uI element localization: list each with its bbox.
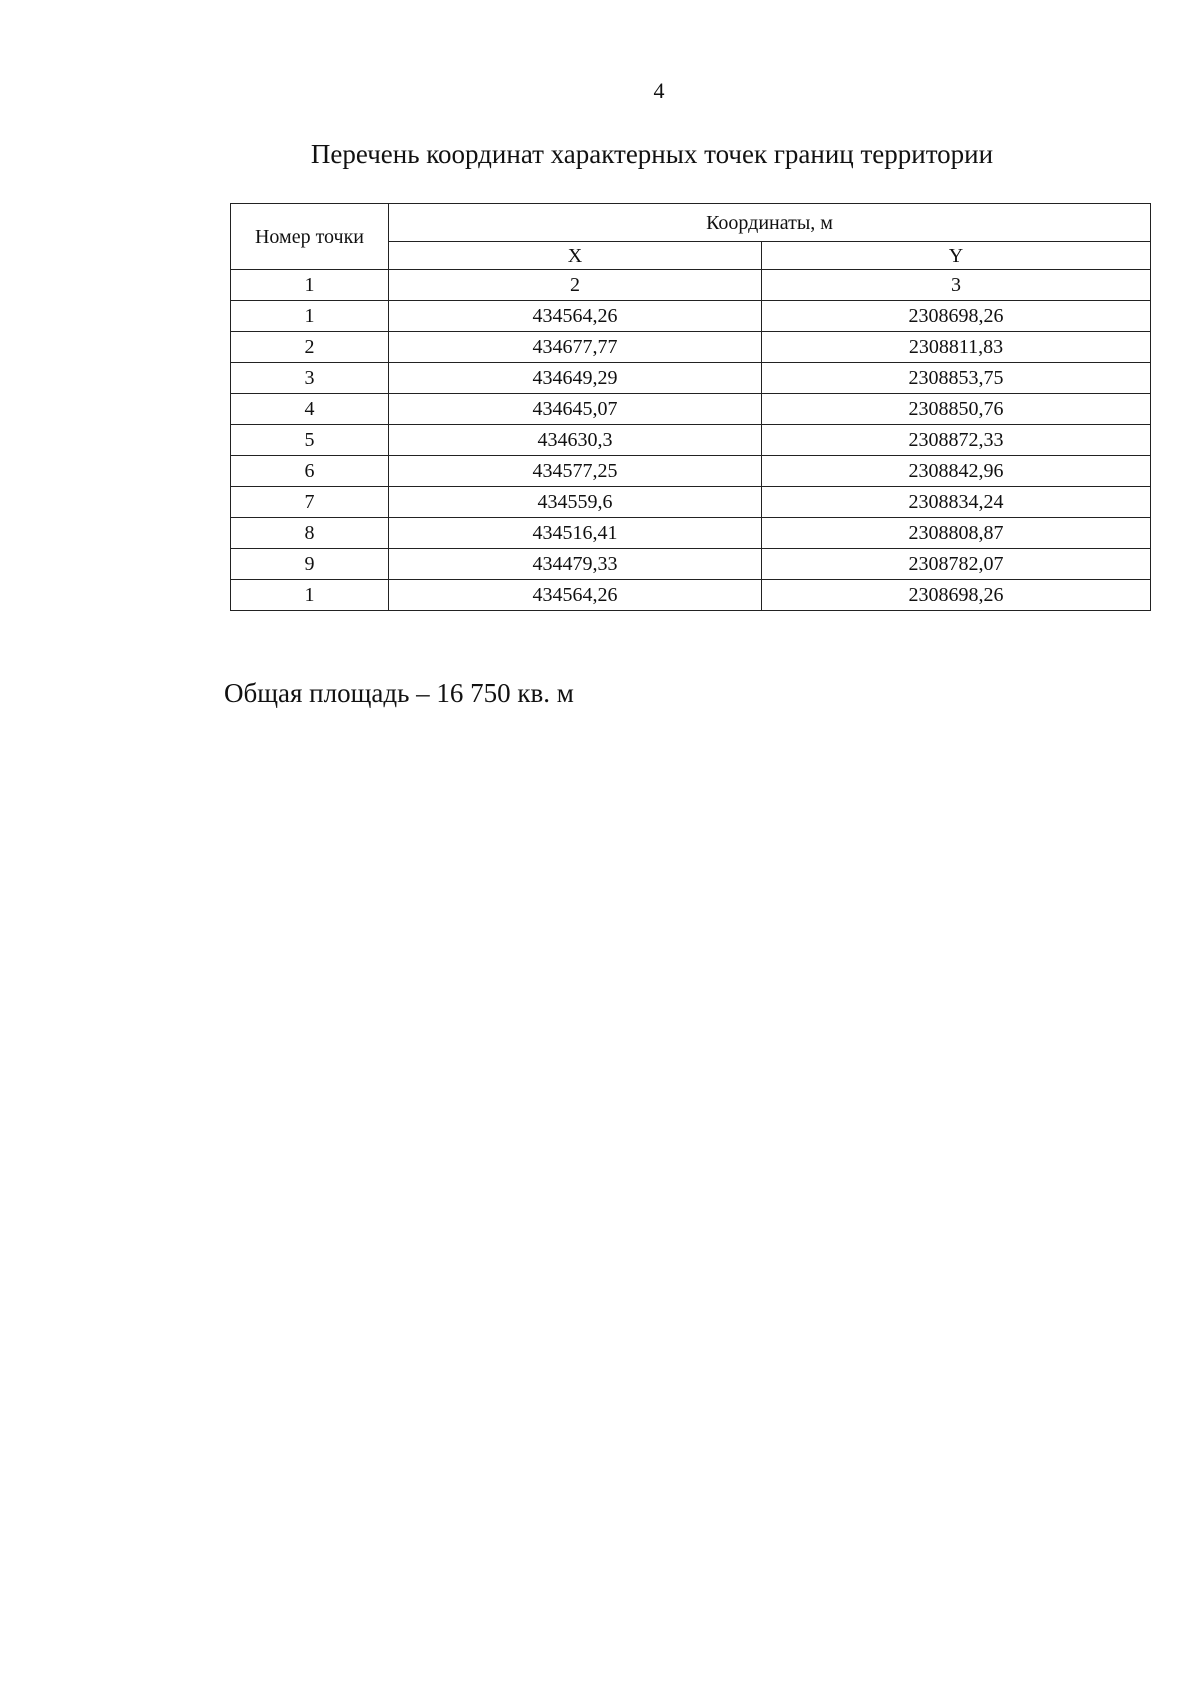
- cell-y: 2308811,83: [762, 332, 1151, 363]
- cell-point: 8: [231, 518, 389, 549]
- cell-point: 4: [231, 394, 389, 425]
- cell-point: 5: [231, 425, 389, 456]
- page-number: 4: [653, 78, 665, 103]
- table-row: [231, 425, 1151, 456]
- header-point-number: Номер точки: [231, 204, 389, 270]
- cell-y: 2308698,26: [762, 580, 1151, 611]
- coordinates-table: [230, 203, 1151, 611]
- table-row: [231, 580, 1151, 611]
- table-row: [231, 549, 1151, 580]
- cell-x: 434677,77: [389, 332, 762, 363]
- column-index-cell: 1: [231, 270, 389, 301]
- header-y: Y: [762, 242, 1151, 270]
- cell-y: 2308698,26: [762, 301, 1151, 332]
- cell-x: 434564,26: [389, 580, 762, 611]
- table-row: [231, 394, 1151, 425]
- cell-point: 3: [231, 363, 389, 394]
- cell-y: 2308853,75: [762, 363, 1151, 394]
- cell-x: 434479,33: [389, 549, 762, 580]
- cell-y: 2308850,76: [762, 394, 1151, 425]
- table-row: [231, 456, 1151, 487]
- table-row: [231, 332, 1151, 363]
- cell-point: 6: [231, 456, 389, 487]
- column-index-cell: 3: [762, 270, 1151, 301]
- cell-x: 434559,6: [389, 487, 762, 518]
- header-x: X: [389, 242, 762, 270]
- cell-point: 2: [231, 332, 389, 363]
- cell-x: 434516,41: [389, 518, 762, 549]
- cell-y: 2308872,33: [762, 425, 1151, 456]
- cell-x: 434577,25: [389, 456, 762, 487]
- table-row: [231, 487, 1151, 518]
- header-coordinates: Координаты, м: [389, 204, 1151, 242]
- cell-point: 9: [231, 549, 389, 580]
- cell-y: 2308834,24: [762, 487, 1151, 518]
- cell-x: 434649,29: [389, 363, 762, 394]
- total-area-text: Общая площадь – 16 750 кв. м: [224, 678, 574, 708]
- cell-y: 2308782,07: [762, 549, 1151, 580]
- cell-point: 1: [231, 580, 389, 611]
- cell-y: 2308808,87: [762, 518, 1151, 549]
- cell-point: 1: [231, 301, 389, 332]
- document-title: Перечень координат характерных точек границ территории: [310, 139, 994, 169]
- column-index-cell: 2: [389, 270, 762, 301]
- table-row: [231, 518, 1151, 549]
- cell-x: 434564,26: [389, 301, 762, 332]
- cell-x: 434645,07: [389, 394, 762, 425]
- table-row: [231, 301, 1151, 332]
- cell-x: 434630,3: [389, 425, 762, 456]
- cell-point: 7: [231, 487, 389, 518]
- column-index-row: [231, 270, 1151, 301]
- table-row: [231, 363, 1151, 394]
- cell-y: 2308842,96: [762, 456, 1151, 487]
